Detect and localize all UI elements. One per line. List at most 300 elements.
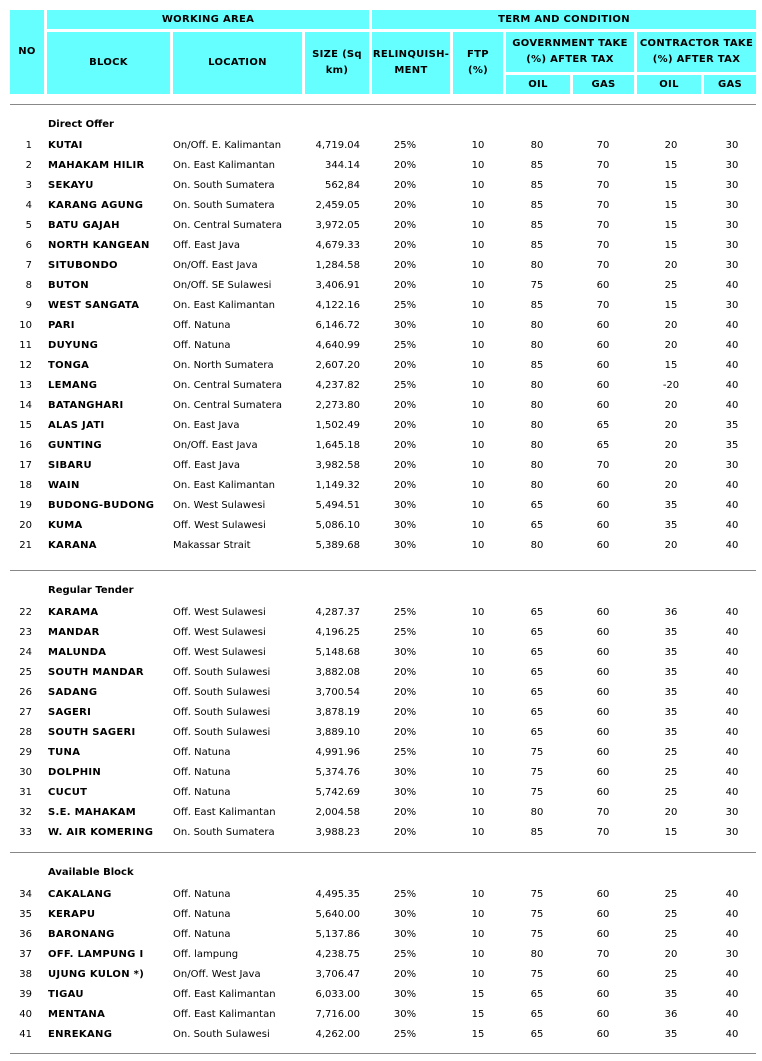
- contractor-take-oil: 15: [664, 240, 678, 251]
- row-number: 2: [25, 160, 32, 171]
- contractor-take-oil: 25: [664, 909, 678, 920]
- location: Off. Natuna: [173, 320, 231, 331]
- location: Off. South Sulawesi: [173, 727, 271, 738]
- ftp: 10: [471, 500, 485, 511]
- relinquishment: 25%: [393, 627, 417, 638]
- table-row: [0, 219, 762, 239]
- location: Off. East Java: [173, 240, 240, 251]
- location: On/Off. SE Sulawesi: [173, 280, 272, 291]
- section-title-regular-tender: Regular Tender: [48, 585, 134, 596]
- ftp: 10: [471, 480, 485, 491]
- header-gov-oil: OIL: [506, 75, 570, 94]
- size-sq-km: 5,640.00: [315, 909, 360, 920]
- table-row: [0, 459, 762, 479]
- contractor-take-gas: 40: [725, 667, 739, 678]
- relinquishment: 20%: [393, 280, 417, 291]
- gov-take-gas: 70: [596, 949, 610, 960]
- contractor-take-oil: 15: [664, 360, 678, 371]
- header-block: BLOCK: [47, 32, 170, 94]
- contractor-take-gas: 40: [725, 520, 739, 531]
- location: Off. Natuna: [173, 767, 231, 778]
- relinquishment: 20%: [393, 420, 417, 431]
- gov-take-oil: 65: [530, 607, 544, 618]
- header-con-gas: GAS: [704, 75, 756, 94]
- block-name: TUNA: [48, 747, 81, 758]
- row-number: 24: [19, 647, 32, 658]
- gov-take-gas: 70: [596, 260, 610, 271]
- ftp: 10: [471, 440, 485, 451]
- table-row: [0, 439, 762, 459]
- relinquishment: 20%: [393, 400, 417, 411]
- location: On/Off. East Java: [173, 440, 258, 451]
- relinquishment: 20%: [393, 460, 417, 471]
- block-name: PARI: [48, 320, 75, 331]
- ftp: 10: [471, 667, 485, 678]
- contractor-take-gas: 30: [725, 200, 739, 211]
- table-row: [0, 159, 762, 179]
- location: Off. South Sulawesi: [173, 687, 271, 698]
- row-number: 30: [19, 767, 32, 778]
- gov-take-gas: 60: [596, 480, 610, 491]
- row-number: 14: [19, 400, 32, 411]
- gov-take-gas: 60: [596, 540, 610, 551]
- gov-take-oil: 80: [530, 320, 544, 331]
- size-sq-km: 2,004.58: [315, 807, 360, 818]
- ftp: 15: [471, 1029, 485, 1040]
- gov-take-gas: 60: [596, 647, 610, 658]
- size-sq-km: 2,459.05: [315, 200, 360, 211]
- ftp: 15: [471, 1009, 485, 1020]
- size-sq-km: 3,882.08: [315, 667, 360, 678]
- gov-take-gas: 60: [596, 400, 610, 411]
- ftp: 10: [471, 380, 485, 391]
- contractor-take-gas: 40: [725, 380, 739, 391]
- table-row: [0, 908, 762, 928]
- block-name: GUNTING: [48, 440, 102, 451]
- row-number: 12: [19, 360, 32, 371]
- table-row: [0, 706, 762, 726]
- ftp: 10: [471, 320, 485, 331]
- table-row: [0, 379, 762, 399]
- contractor-take-gas: 40: [725, 500, 739, 511]
- contractor-take-gas: 40: [725, 767, 739, 778]
- table-row: [0, 988, 762, 1008]
- location: Off. Natuna: [173, 340, 231, 351]
- gov-take-gas: 70: [596, 220, 610, 231]
- location: Off. South Sulawesi: [173, 707, 271, 718]
- contractor-take-oil: 15: [664, 160, 678, 171]
- ftp: 10: [471, 707, 485, 718]
- contractor-take-gas: 40: [725, 687, 739, 698]
- table-row: [0, 968, 762, 988]
- contractor-take-oil: 25: [664, 747, 678, 758]
- block-name: UJUNG KULON *): [48, 969, 145, 980]
- table-row: [0, 766, 762, 786]
- relinquishment: 20%: [393, 707, 417, 718]
- row-number: 34: [19, 889, 32, 900]
- size-sq-km: 3,889.10: [315, 727, 360, 738]
- ftp: 10: [471, 280, 485, 291]
- table-row: [0, 666, 762, 686]
- location: Off. West Sulawesi: [173, 627, 266, 638]
- block-name: DOLPHIN: [48, 767, 102, 778]
- relinquishment: 30%: [393, 500, 417, 511]
- row-number: 13: [19, 380, 32, 391]
- block-name: KARANG AGUNG: [48, 200, 144, 211]
- size-sq-km: 3,982.58: [315, 460, 360, 471]
- relinquishment: 25%: [393, 300, 417, 311]
- relinquishment: 20%: [393, 260, 417, 271]
- gov-take-gas: 70: [596, 827, 610, 838]
- gov-take-gas: 60: [596, 627, 610, 638]
- block-name: WAIN: [48, 480, 80, 491]
- relinquishment: 20%: [393, 480, 417, 491]
- location: Makassar Strait: [173, 540, 251, 551]
- gov-take-gas: 65: [596, 440, 610, 451]
- contractor-take-gas: 30: [725, 240, 739, 251]
- gov-take-oil: 85: [530, 300, 544, 311]
- size-sq-km: 2,607.20: [315, 360, 360, 371]
- gov-take-gas: 60: [596, 929, 610, 940]
- contractor-take-gas: 40: [725, 320, 739, 331]
- size-sq-km: 4,679.33: [315, 240, 360, 251]
- location: On. Central Sumatera: [173, 380, 283, 391]
- gov-take-gas: 60: [596, 607, 610, 618]
- location: Off. East Kalimantan: [173, 989, 276, 1000]
- table-row: [0, 199, 762, 219]
- location: On. South Sulawesi: [173, 1029, 270, 1040]
- ftp: 10: [471, 747, 485, 758]
- block-name: BARONANG: [48, 929, 115, 940]
- gov-take-oil: 80: [530, 260, 544, 271]
- size-sq-km: 3,700.54: [315, 687, 360, 698]
- ftp: 10: [471, 160, 485, 171]
- size-sq-km: 3,878.19: [315, 707, 360, 718]
- size-sq-km: 1,284.58: [315, 260, 360, 271]
- location: Off. West Sulawesi: [173, 607, 266, 618]
- contractor-take-gas: 40: [725, 747, 739, 758]
- gov-take-oil: 65: [530, 1009, 544, 1020]
- contractor-take-gas: 30: [725, 949, 739, 960]
- divider: [10, 104, 756, 105]
- header-size: SIZE (Sq km): [305, 32, 369, 94]
- size-sq-km: 4,238.75: [315, 949, 360, 960]
- block-name: MAHAKAM HILIR: [48, 160, 145, 171]
- location: On. East Kalimantan: [173, 160, 275, 171]
- relinquishment: 20%: [393, 827, 417, 838]
- size-sq-km: 1,502.49: [315, 420, 360, 431]
- size-sq-km: 344.14: [325, 160, 360, 171]
- block-name: LEMANG: [48, 380, 98, 391]
- location: Off. Natuna: [173, 747, 231, 758]
- contractor-take-gas: 40: [725, 1029, 739, 1040]
- gov-take-oil: 85: [530, 240, 544, 251]
- ftp: 10: [471, 909, 485, 920]
- size-sq-km: 5,742.69: [315, 787, 360, 798]
- header-no: NO: [10, 10, 44, 94]
- relinquishment: 25%: [393, 747, 417, 758]
- ftp: 10: [471, 607, 485, 618]
- gov-take-gas: 60: [596, 320, 610, 331]
- table-row: [0, 948, 762, 968]
- contractor-take-oil: 20: [664, 420, 678, 431]
- contractor-take-oil: 36: [664, 1009, 678, 1020]
- gov-take-oil: 85: [530, 160, 544, 171]
- relinquishment: 20%: [393, 240, 417, 251]
- block-name: MALUNDA: [48, 647, 107, 658]
- ftp: 10: [471, 220, 485, 231]
- contractor-take-oil: 20: [664, 460, 678, 471]
- gov-take-gas: 60: [596, 747, 610, 758]
- gov-take-gas: 60: [596, 520, 610, 531]
- ftp: 10: [471, 969, 485, 980]
- table-row: [0, 806, 762, 826]
- ftp: 10: [471, 340, 485, 351]
- contractor-take-gas: 30: [725, 140, 739, 151]
- block-name: MENTANA: [48, 1009, 106, 1020]
- ftp: 10: [471, 420, 485, 431]
- location: Off. South Sulawesi: [173, 667, 271, 678]
- relinquishment: 20%: [393, 220, 417, 231]
- size-sq-km: 2,273.80: [315, 400, 360, 411]
- relinquishment: 20%: [393, 440, 417, 451]
- header-relinquishment: RELINQUISH- MENT: [372, 32, 450, 94]
- size-sq-km: 4,640.99: [315, 340, 360, 351]
- location: On/Off. East Java: [173, 260, 258, 271]
- block-name: SOUTH MANDAR: [48, 667, 144, 678]
- header-working-area: WORKING AREA: [47, 10, 369, 29]
- gov-take-gas: 60: [596, 787, 610, 798]
- gov-take-oil: 80: [530, 380, 544, 391]
- block-name: KUMA: [48, 520, 83, 531]
- relinquishment: 30%: [393, 909, 417, 920]
- contractor-take-gas: 40: [725, 340, 739, 351]
- block-name: KUTAI: [48, 140, 83, 151]
- contractor-take-oil: 15: [664, 220, 678, 231]
- size-sq-km: 7,716.00: [315, 1009, 360, 1020]
- ftp: 10: [471, 540, 485, 551]
- size-sq-km: 4,122.16: [315, 300, 360, 311]
- ftp: 10: [471, 200, 485, 211]
- gov-take-gas: 70: [596, 200, 610, 211]
- gov-take-oil: 80: [530, 440, 544, 451]
- relinquishment: 30%: [393, 767, 417, 778]
- block-name: MANDAR: [48, 627, 100, 638]
- location: On. Central Sumatera: [173, 400, 283, 411]
- gov-take-oil: 65: [530, 647, 544, 658]
- header-con-oil: OIL: [637, 75, 701, 94]
- size-sq-km: 3,706.47: [315, 969, 360, 980]
- size-sq-km: 4,495.35: [315, 889, 360, 900]
- relinquishment: 20%: [393, 687, 417, 698]
- gov-take-gas: 60: [596, 727, 610, 738]
- ftp: 10: [471, 260, 485, 271]
- relinquishment: 20%: [393, 667, 417, 678]
- ftp: 10: [471, 460, 485, 471]
- divider: [10, 1053, 756, 1054]
- gov-take-gas: 70: [596, 460, 610, 471]
- location: Off. West Sulawesi: [173, 647, 266, 658]
- location: Off. Natuna: [173, 889, 231, 900]
- size-sq-km: 3,406.91: [315, 280, 360, 291]
- block-name: SEKAYU: [48, 180, 94, 191]
- block-name: CAKALANG: [48, 889, 112, 900]
- gov-take-gas: 60: [596, 889, 610, 900]
- table-row: [0, 179, 762, 199]
- relinquishment: 20%: [393, 200, 417, 211]
- row-number: 26: [19, 687, 32, 698]
- ftp: 10: [471, 400, 485, 411]
- row-number: 37: [19, 949, 32, 960]
- location: Off. Natuna: [173, 929, 231, 940]
- row-number: 36: [19, 929, 32, 940]
- section-title-available-block: Available Block: [48, 867, 134, 878]
- location: Off. Natuna: [173, 787, 231, 798]
- relinquishment: 20%: [393, 180, 417, 191]
- contractor-take-oil: 35: [664, 627, 678, 638]
- table-row: [0, 279, 762, 299]
- table-row: [0, 519, 762, 539]
- block-name: ALAS JATI: [48, 420, 105, 431]
- table-row: [0, 606, 762, 626]
- ftp: 10: [471, 360, 485, 371]
- contractor-take-gas: 40: [725, 607, 739, 618]
- header-contractor-take: CONTRACTOR TAKE (%) AFTER TAX: [637, 32, 756, 72]
- contractor-take-oil: 20: [664, 340, 678, 351]
- row-number: 3: [25, 180, 32, 191]
- block-name: BATANGHARI: [48, 400, 124, 411]
- location: On. East Kalimantan: [173, 480, 275, 491]
- row-number: 11: [19, 340, 32, 351]
- gov-take-oil: 80: [530, 949, 544, 960]
- row-number: 29: [19, 747, 32, 758]
- relinquishment: 30%: [393, 540, 417, 551]
- row-number: 6: [25, 240, 32, 251]
- contractor-take-oil: 35: [664, 727, 678, 738]
- size-sq-km: 3,988.23: [315, 827, 360, 838]
- contractor-take-gas: 40: [725, 480, 739, 491]
- contractor-take-oil: 36: [664, 607, 678, 618]
- ftp: 15: [471, 989, 485, 1000]
- location: On. West Sulawesi: [173, 500, 266, 511]
- table-row: [0, 626, 762, 646]
- location: Off. Natuna: [173, 909, 231, 920]
- gov-take-oil: 85: [530, 827, 544, 838]
- gov-take-oil: 65: [530, 989, 544, 1000]
- contractor-take-oil: 35: [664, 707, 678, 718]
- gov-take-oil: 65: [530, 627, 544, 638]
- gov-take-oil: 65: [530, 667, 544, 678]
- contractor-take-gas: 40: [725, 280, 739, 291]
- contractor-take-oil: 20: [664, 807, 678, 818]
- block-name: OFF. LAMPUNG I: [48, 949, 144, 960]
- gov-take-oil: 75: [530, 909, 544, 920]
- size-sq-km: 4,719.04: [315, 140, 360, 151]
- gov-take-oil: 65: [530, 727, 544, 738]
- gov-take-gas: 70: [596, 180, 610, 191]
- gov-take-oil: 65: [530, 687, 544, 698]
- block-name: SAGERI: [48, 707, 92, 718]
- relinquishment: 20%: [393, 160, 417, 171]
- row-number: 39: [19, 989, 32, 1000]
- contractor-take-gas: 30: [725, 460, 739, 471]
- location: Off. East Kalimantan: [173, 1009, 276, 1020]
- block-name: NORTH KANGEAN: [48, 240, 150, 251]
- size-sq-km: 4,196.25: [315, 627, 360, 638]
- contractor-take-gas: 30: [725, 220, 739, 231]
- block-name: KARAMA: [48, 607, 99, 618]
- table-row: [0, 419, 762, 439]
- contractor-take-gas: 40: [725, 1009, 739, 1020]
- table-row: [0, 928, 762, 948]
- contractor-take-oil: 25: [664, 929, 678, 940]
- gov-take-oil: 75: [530, 969, 544, 980]
- size-sq-km: 6,033.00: [315, 989, 360, 1000]
- row-number: 28: [19, 727, 32, 738]
- ftp: 10: [471, 180, 485, 191]
- row-number: 38: [19, 969, 32, 980]
- contractor-take-oil: 15: [664, 200, 678, 211]
- relinquishment: 25%: [393, 607, 417, 618]
- contractor-take-oil: 35: [664, 687, 678, 698]
- table-row: [0, 826, 762, 846]
- row-number: 25: [19, 667, 32, 678]
- size-sq-km: 562,84: [325, 180, 360, 191]
- contractor-take-oil: 35: [664, 500, 678, 511]
- gov-take-gas: 60: [596, 767, 610, 778]
- block-name: BATU GAJAH: [48, 220, 120, 231]
- table-row: [0, 539, 762, 559]
- table-row: [0, 479, 762, 499]
- size-sq-km: 5,389.68: [315, 540, 360, 551]
- size-sq-km: 6,146.72: [315, 320, 360, 331]
- relinquishment: 25%: [393, 949, 417, 960]
- gov-take-gas: 60: [596, 280, 610, 291]
- relinquishment: 20%: [393, 807, 417, 818]
- block-name: SITUBONDO: [48, 260, 118, 271]
- ftp: 10: [471, 520, 485, 531]
- size-sq-km: 5,086.10: [315, 520, 360, 531]
- relinquishment: 30%: [393, 1009, 417, 1020]
- contractor-take-gas: 30: [725, 807, 739, 818]
- row-number: 5: [25, 220, 32, 231]
- contractor-take-oil: 25: [664, 767, 678, 778]
- header-ftp: FTP (%): [453, 32, 503, 94]
- block-name: TIGAU: [48, 989, 84, 1000]
- contractor-take-gas: 40: [725, 540, 739, 551]
- gov-take-gas: 60: [596, 340, 610, 351]
- ftp: 10: [471, 807, 485, 818]
- location: On/Off. West Java: [173, 969, 261, 980]
- contractor-take-oil: 35: [664, 989, 678, 1000]
- size-sq-km: 1,645.18: [315, 440, 360, 451]
- relinquishment: 25%: [393, 140, 417, 151]
- table-row: [0, 888, 762, 908]
- header-gov-gas: GAS: [573, 75, 634, 94]
- contractor-take-gas: 35: [725, 420, 739, 431]
- relinquishment: 25%: [393, 889, 417, 900]
- row-number: 32: [19, 807, 32, 818]
- contractor-take-gas: 40: [725, 969, 739, 980]
- table-row: [0, 1028, 762, 1048]
- relinquishment: 30%: [393, 647, 417, 658]
- contractor-take-oil: 35: [664, 520, 678, 531]
- contractor-take-gas: 30: [725, 180, 739, 191]
- contractor-take-oil: 25: [664, 969, 678, 980]
- contractor-take-gas: 40: [725, 727, 739, 738]
- ftp: 10: [471, 727, 485, 738]
- size-sq-km: 4,991.96: [315, 747, 360, 758]
